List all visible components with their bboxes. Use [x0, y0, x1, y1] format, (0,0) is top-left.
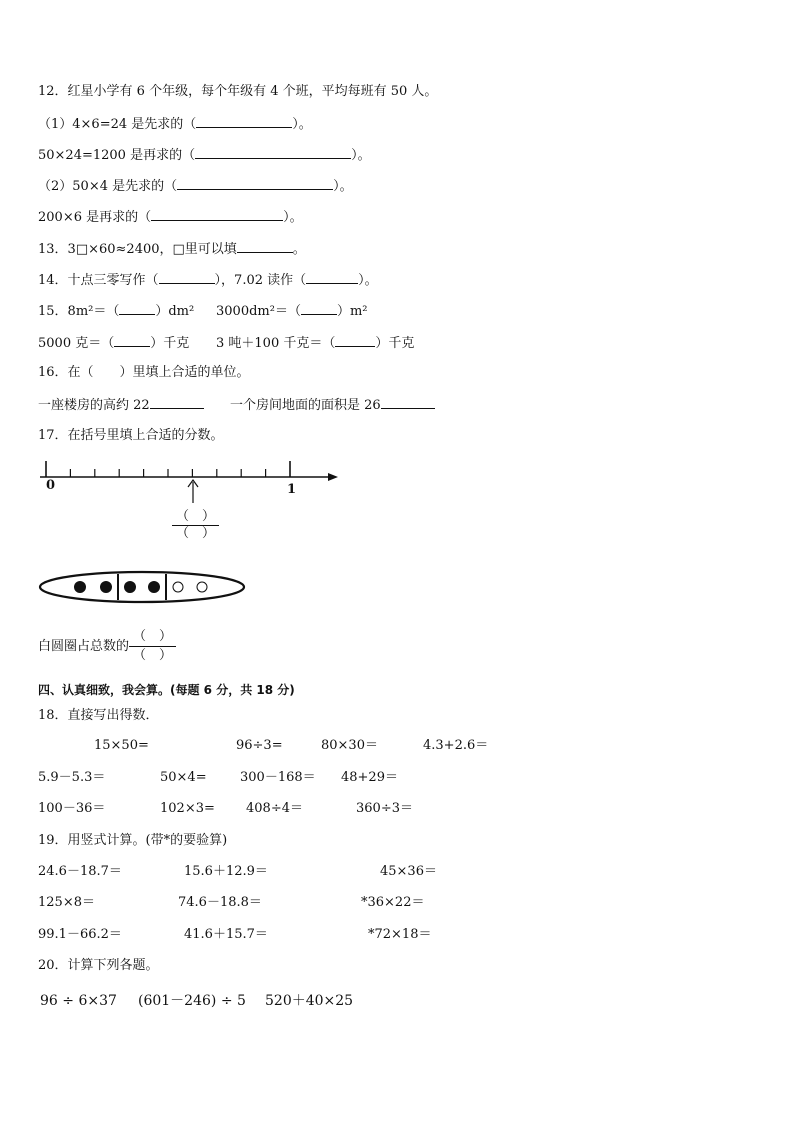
q18-r1c4: 4.3+2.6＝ — [423, 738, 489, 753]
q12-part1a-suffix: ）。 — [292, 117, 312, 132]
q12-part1b-answer-blank[interactable] — [195, 145, 351, 159]
q12-part2b-answer-blank[interactable] — [151, 207, 283, 221]
q14-prefix: 14．十点三零写作（ — [38, 273, 159, 288]
q15-d-answer-blank[interactable] — [335, 333, 375, 347]
q17-fraction-1[interactable] — [172, 509, 219, 542]
q13-suffix: 。 — [292, 242, 306, 257]
black-dot — [100, 581, 112, 593]
q17-white-ratio — [38, 627, 176, 667]
q12-part2a-answer-blank[interactable] — [177, 176, 333, 190]
q12-part2a-suffix: ）。 — [333, 179, 353, 194]
q12-part1b-prefix: 50×24=1200 是再求的（ — [38, 148, 196, 163]
up-arrow-icon — [186, 478, 200, 504]
q16-item-a-answer-blank[interactable] — [150, 395, 204, 409]
q18-r2c4: 48+29＝ — [341, 770, 398, 785]
q12-stem: 12．红星小学有 6 个年级，每个年级有 4 个班，平均每班有 50 人。 — [38, 84, 438, 99]
q15-b-suffix: ）m² — [336, 304, 368, 319]
number-line-ticks — [46, 461, 290, 477]
number-line-one-label: 1 — [287, 482, 297, 497]
white-dot — [197, 582, 207, 592]
q13-prefix: 13．3□×60≈2400，□里可以填 — [38, 242, 237, 257]
q12-part2b-suffix: ）。 — [283, 210, 303, 225]
q19-r2c2: 74.6－18.8＝ — [178, 895, 262, 910]
q19-r2c3: *36×22＝ — [361, 895, 425, 910]
q15-a-suffix: ）dm² — [155, 304, 195, 319]
q19-r3c2: 41.6＋15.7＝ — [184, 927, 268, 942]
q18-stem: 18．直接写出得数． — [38, 708, 159, 723]
q19-r3c1: 99.1－66.2＝ — [38, 927, 122, 942]
q18-r2c1: 5.9－5.3＝ — [38, 770, 106, 785]
q16-item-a-text: 一座楼房的高约 22 — [38, 398, 150, 413]
q14-answer-blank-2[interactable] — [306, 270, 358, 284]
q14-answer-blank-1[interactable] — [159, 270, 215, 284]
q15-c-prefix: 5000 克＝（ — [38, 336, 115, 351]
q18-r3c2: 102×3= — [160, 801, 215, 816]
q14 — [38, 270, 378, 290]
q16-item-b — [230, 395, 435, 415]
q15-c-suffix: ）千克 — [150, 336, 190, 351]
q19-stem: 19．用竖式计算。(带*的要验算) — [38, 833, 228, 848]
q19-r1c1: 24.6－18.7＝ — [38, 864, 122, 879]
q17-fraction-1-denominator[interactable]: （ ） — [176, 526, 216, 541]
dot-oval-figure — [36, 568, 248, 606]
q18-r3c4: 360÷3＝ — [356, 801, 413, 816]
q17-fraction-1-numerator[interactable]: （ ） — [172, 509, 219, 526]
q12-part1a-prefix: （1）4×6=24 是先求的（ — [38, 117, 197, 132]
q17-stem: 17．在括号里填上合适的分数。 — [38, 428, 224, 443]
black-dot — [148, 581, 160, 593]
q13-answer-blank[interactable] — [237, 239, 293, 253]
q20-expr-2: (601－246) ÷ 5 — [138, 993, 246, 1009]
oval-dots — [74, 581, 207, 593]
q15-row1-a — [38, 301, 194, 321]
q15-row1-b — [216, 301, 368, 321]
q12-part2a-prefix: （2）50×4 是先求的（ — [38, 179, 178, 194]
q16-item-b-answer-blank[interactable] — [381, 395, 435, 409]
q12-part1a — [38, 114, 312, 134]
q18-r3c3: 408÷4＝ — [246, 801, 303, 816]
q20-expr-1: 96 ÷ 6×37 — [40, 993, 117, 1009]
q18-r2c2: 50×4= — [160, 770, 207, 785]
q19-r1c2: 15.6＋12.9＝ — [184, 864, 268, 879]
q15-d-suffix: ）千克 — [375, 336, 415, 351]
black-dot — [74, 581, 86, 593]
q19-r3c3: *72×18＝ — [368, 927, 432, 942]
oval-outline — [40, 572, 244, 602]
q15-row2-d — [216, 333, 414, 353]
q12-part2a — [38, 176, 353, 196]
q17-white-label: 白圆圈占总数的 — [38, 639, 130, 654]
q15-d-prefix: 3 吨＋100 千克＝（ — [216, 336, 336, 351]
number-line-zero-label: 0 — [46, 478, 56, 493]
q18-r3c1: 100－36＝ — [38, 801, 106, 816]
q17-fraction-2-denominator[interactable]: （ ） — [133, 648, 173, 663]
q19-r2c1: 125×8＝ — [38, 895, 95, 910]
number-line-arrowhead — [328, 473, 338, 481]
q20-expr-3: 520＋40×25 — [265, 993, 354, 1009]
q19-r1c3: 45×36＝ — [380, 864, 437, 879]
q18-r1c3: 80×30＝ — [321, 738, 378, 753]
q16-item-a — [38, 395, 204, 415]
q18-r1c2: 96÷3= — [236, 738, 283, 753]
q12-part1b-suffix: ）。 — [351, 148, 371, 163]
q15-a-prefix: 15．8m²＝（ — [38, 304, 120, 319]
q16-item-b-text: 一个房间地面的面积是 26 — [230, 398, 381, 413]
q12-part2b — [38, 207, 303, 227]
q12-part1b — [38, 145, 371, 165]
q15-b-answer-blank[interactable] — [301, 301, 337, 315]
q20-stem: 20．计算下列各题。 — [38, 958, 159, 973]
white-dot — [173, 582, 183, 592]
q17-fraction-2-numerator[interactable]: （ ） — [129, 628, 176, 647]
q15-c-answer-blank[interactable] — [114, 333, 150, 347]
q15-b-prefix: 3000dm²＝（ — [216, 304, 301, 319]
q14-suffix: ）。 — [358, 273, 378, 288]
section4-title: 四、认真细致，我会算。(每题 6 分，共 18 分) — [38, 683, 295, 697]
q12-part1a-answer-blank[interactable] — [196, 114, 292, 128]
q15-row2-c — [38, 333, 189, 353]
q12-part2b-prefix: 200×6 是再求的（ — [38, 210, 152, 225]
q18-r1c1: 15×50= — [94, 738, 149, 753]
q18-r2c3: 300－168＝ — [240, 770, 316, 785]
q13 — [38, 239, 306, 259]
black-dot — [124, 581, 136, 593]
q16-stem: 16．在（ ）里填上合适的单位。 — [38, 365, 250, 380]
q15-a-answer-blank[interactable] — [119, 301, 155, 315]
q14-middle: ），7.02 读作（ — [214, 273, 307, 288]
